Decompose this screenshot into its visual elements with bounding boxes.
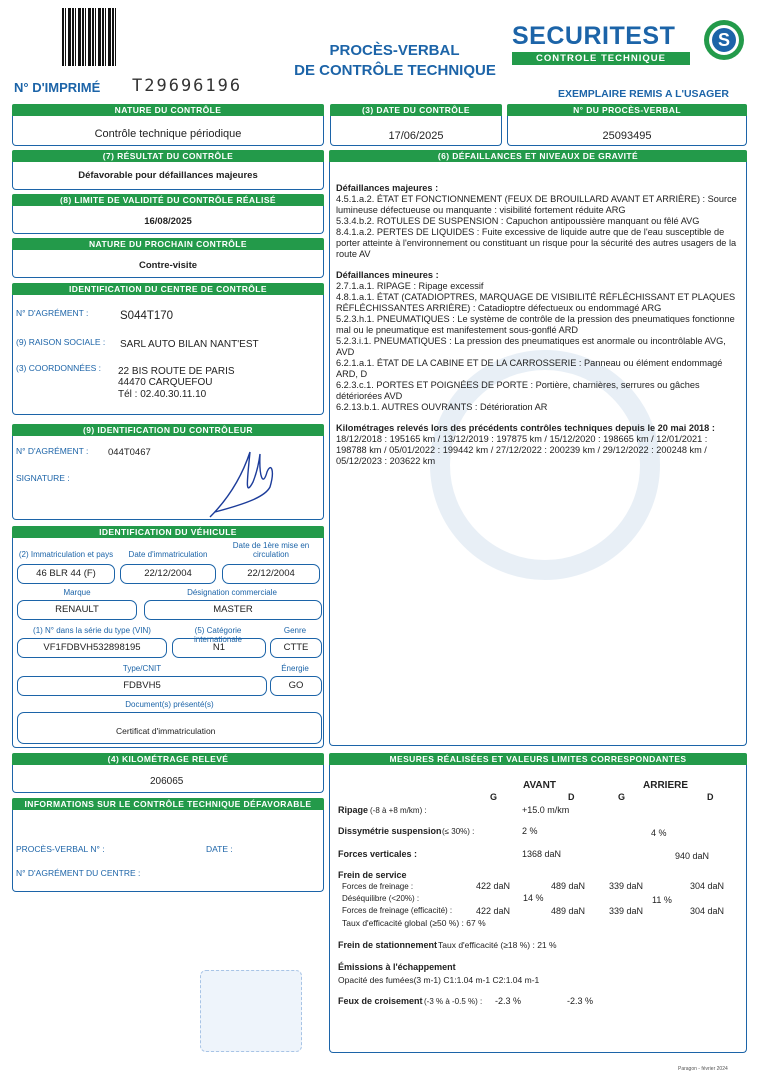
result-heading: (7) RÉSULTAT DU CONTRÔLE — [12, 150, 324, 162]
brand-logo — [512, 22, 752, 70]
centre-agrement-value: S044T170 — [120, 310, 174, 322]
brand-name: SECURITEST — [512, 22, 676, 50]
avant-g: G — [490, 792, 498, 802]
info-date-label: DATE : — [206, 844, 233, 854]
ripage-label: Ripage — [338, 805, 369, 815]
title-line2: DE CONTRÔLE TECHNIQUE — [294, 62, 496, 79]
mineure-item: 2.7.1.a.1. RIPAGE : Ripage excessif — [336, 281, 484, 291]
arriere-g: G — [618, 792, 626, 802]
first-circ-value: 22/12/2004 — [222, 564, 320, 584]
mineures-title: Défaillances mineures : — [336, 270, 439, 280]
avant-d: D — [568, 792, 575, 802]
centre-coord-line3: Tél : 02.40.30.11.10 — [118, 389, 207, 400]
stamp-area — [200, 970, 302, 1052]
km-history-title: Kilométrages relevés lors des précédents contrôles techniques depuis le 20 mai 2018 : — [336, 423, 715, 433]
info-pv-label: PROCÈS-VERBAL N° : — [16, 844, 105, 854]
majeure-item: 5.3.4.b.2. ROTULES DE SUSPENSION : Capuchon antipoussière manquant ou fêlé AVG — [336, 216, 700, 226]
dissym-ar: 4 % — [651, 828, 667, 838]
mineure-item: 6.2.3.c.1. PORTES ET POIGNÉES DE PORTE : Portière, charnières, serrures ou gâches détériorées AVD — [336, 380, 700, 401]
ripage-value: +15.0 m/km — [522, 805, 570, 815]
freinage-av-g: 422 daN — [476, 881, 511, 891]
km-heading: (4) KILOMÉTRAGE RELEVÉ — [12, 753, 324, 765]
controleur-heading: (9) IDENTIFICATION DU CONTRÔLEUR — [12, 424, 324, 436]
pv-heading: N° DU PROCÈS-VERBAL — [507, 104, 747, 116]
docs-value: Certificat d'immatriculation — [116, 726, 216, 736]
centre-coord-line1: 22 BIS ROUTE DE PARIS — [118, 366, 235, 377]
date-heading: (3) DATE DU CONTRÔLE — [330, 104, 502, 116]
efficacite-ar-g: 339 daN — [609, 906, 644, 916]
stationnement-label: Frein de stationnement — [338, 940, 438, 950]
nature-heading: NATURE DU CONTRÔLE — [12, 104, 324, 116]
avant-header: AVANT — [523, 780, 556, 791]
barcode — [62, 8, 117, 66]
info-heading: INFORMATIONS SUR LE CONTRÔLE TECHNIQUE DÉFAVORABLE — [12, 798, 324, 810]
vehicle-heading: IDENTIFICATION DU VÉHICULE — [12, 526, 324, 538]
mineure-item: 6.2.1.a.1. ÉTAT DE LA CABINE ET DE LA CARROSSERIE : Panneau ou élément endommagé ARD, D — [336, 358, 723, 379]
docs-label: Document(s) présenté(s) — [125, 700, 214, 709]
freinage-av-d: 489 daN — [551, 881, 586, 891]
controleur-agrement-label: N° D'AGRÉMENT : — [16, 446, 89, 456]
dissym-av: 2 % — [522, 826, 538, 836]
genre-label: Genre — [283, 626, 307, 635]
desequilibre-label: Déséquilibre (<20%) : — [342, 894, 420, 903]
km-value: 206065 — [150, 776, 184, 787]
ripage-limit: (-8 à +8 m/km) : — [370, 806, 427, 815]
centre-raison-label: (9) RAISON SOCIALE : — [16, 337, 106, 347]
designation-label: Désignation commerciale — [187, 588, 277, 597]
mesures-heading: MESURES RÉALISÉES ET VALEURS LIMITES CORRESPONDANTES — [329, 753, 747, 765]
freinage-label: Forces de freinage : — [342, 882, 414, 891]
efficacite-label: Forces de freinage (efficacité) : — [342, 906, 453, 915]
croisement-d: -2.3 % — [567, 996, 594, 1006]
energie-value: GO — [270, 676, 322, 696]
desequilibre-av: 14 % — [523, 893, 544, 903]
immat-value: 46 BLR 44 (F) — [17, 564, 115, 584]
dissym-label: Dissymétrie suspension — [338, 826, 442, 836]
immat-label: (2) Immatriculation et pays — [18, 550, 114, 559]
opacite: Opacité des fumées(3 m-1) C1:1.04 m-1 C2:1.04 m-1 — [338, 975, 540, 985]
signature-label: SIGNATURE : — [16, 473, 70, 483]
first-circ-label: Date de 1ère mise en circulation — [232, 541, 310, 559]
centre-coord-label: (3) COORDONNÉES : — [16, 363, 102, 373]
mineure-item: 4.8.1.a.1. ÉTAT (CATADIOPTRES, MARQUAGE DE VISIBILITÉ RÉFLÉCHISSANT ET PLAQUES RÉFLÉCHISSANTES ARRIÈRE) : Catadioptre défectueux ou endommagé ARG — [336, 292, 736, 313]
arriere-d: D — [707, 792, 714, 802]
marque-label: Marque — [63, 588, 91, 597]
defaillances-heading: (6) DÉFAILLANCES ET NIVEAUX DE GRAVITÉ — [329, 150, 747, 162]
efficacite-av-g: 422 daN — [476, 906, 511, 916]
energie-label: Énergie — [281, 664, 309, 673]
pv-value: 25093495 — [602, 130, 652, 142]
categorie-value: N1 — [172, 638, 266, 658]
controleur-agrement-value: 044T0467 — [108, 447, 151, 458]
brand-s-icon: S — [704, 20, 744, 60]
majeure-item: 4.5.1.a.2. ÉTAT ET FONCTIONNEMENT (FEUX DE BROUILLARD AVANT ET ARRIÈRE) : Source lumineuse défectueuse ou manquante : visibilité fortement réduite ARG — [336, 194, 737, 215]
title-line1: PROCÈS-VERBAL — [329, 42, 460, 59]
stationnement-value: Taux d'efficacité (≥18 %) : 21 % — [438, 940, 557, 950]
forces-av: 1368 daN — [522, 849, 562, 859]
defaillances-content — [336, 183, 738, 467]
mineure-item: 6.2.13.b.1. AUTRES OUVRANTS : Détérioration AR — [336, 402, 548, 412]
mineure-item: 5.2.3.i.1. PNEUMATIQUES : La pression des pneumatiques est anormale ou incontrôlable AVG, AVD — [336, 336, 726, 357]
footer-note: Paragon - février 2024 — [678, 1066, 728, 1072]
forces-label: Forces verticales : — [338, 849, 418, 859]
centre-agrement-label: N° D'AGRÉMENT : — [16, 308, 89, 318]
frein-title: Frein de service — [338, 870, 407, 880]
signature-drawing — [205, 442, 285, 522]
freinage-ar-g: 339 daN — [609, 881, 644, 891]
centre-raison-value: SARL AUTO BILAN NANT'EST — [120, 339, 259, 350]
majeure-item: 8.4.1.a.2. PERTES DE LIQUIDES : Fuite excessive de liquide autre que de l'eau susceptible de porter atteinte à l'environnement ou constituant un risque pour la sécurité des autres usagers de la route AV — [336, 227, 737, 259]
imprime-label: N° D'IMPRIMÉ — [14, 80, 101, 95]
marque-value: RENAULT — [17, 600, 137, 620]
next-heading: NATURE DU PROCHAIN CONTRÔLE — [12, 238, 324, 250]
type-label: Type/CNIT — [122, 664, 162, 673]
vin-value: VF1FDBVH532898195 — [17, 638, 167, 658]
taux-global: Taux d'efficacité global (≥50 %) : 67 % — [342, 918, 486, 928]
result-value: Défavorable pour défaillances majeures — [78, 170, 258, 181]
efficacite-av-d: 489 daN — [551, 906, 586, 916]
date-immat-value: 22/12/2004 — [120, 564, 216, 584]
efficacite-ar-d: 304 daN — [690, 906, 725, 916]
categorie-label: (5) Catégorie internationale — [193, 626, 243, 644]
genre-value: CTTE — [270, 638, 322, 658]
emissions-title: Émissions à l'échappement — [338, 962, 456, 972]
centre-heading: IDENTIFICATION DU CENTRE DE CONTRÔLE — [12, 283, 324, 295]
km-history: 18/12/2018 : 195165 km / 13/12/2019 : 197875 km / 15/12/2020 : 198665 km / 12/01/2021 : 198788 km / 05/01/2022 : 199442 km / 27/12/2022 : 200239 km / 29/12/2022 : 200248 km / 05/12/2023 : 203622 km — [336, 434, 708, 466]
imprime-number: T29696196 — [132, 76, 243, 96]
vin-label: (1) N° dans la série du type (VIN) — [33, 626, 151, 635]
arriere-header: ARRIERE — [643, 780, 689, 791]
forces-ar: 940 daN — [675, 851, 710, 861]
mineure-item: 5.2.3.h.1. PNEUMATIQUES : Le système de contrôle de la pression des pneumatiques fonctionne mal ou le pneumatique est manifestement sous-gonflé ARD — [336, 314, 735, 335]
croisement-g: -2.3 % — [495, 996, 522, 1006]
centre-coord-line2: 44470 CARQUEFOU — [118, 377, 213, 388]
date-immat-label: Date d'immatriculation — [128, 550, 208, 559]
info-agrement-label: N° D'AGRÉMENT DU CENTRE : — [16, 868, 141, 878]
type-value: FDBVH5 — [17, 676, 267, 696]
copy-note: EXEMPLAIRE REMIS A L'USAGER — [558, 88, 729, 100]
nature-value: Contrôle technique périodique — [94, 128, 242, 140]
brand-subtitle: CONTROLE TECHNIQUE — [512, 52, 690, 65]
next-value: Contre-visite — [138, 260, 198, 271]
croisement-label: Feux de croisement — [338, 996, 423, 1006]
validity-value: 16/08/2025 — [144, 216, 192, 227]
majeures-title: Défaillances majeures : — [336, 183, 439, 193]
freinage-ar-d: 304 daN — [690, 881, 725, 891]
dissym-limit: (≤ 30%) : — [442, 827, 475, 836]
validity-heading: (8) LIMITE DE VALIDITÉ DU CONTRÔLE RÉALISÉ — [12, 194, 324, 206]
desequilibre-ar: 11 % — [652, 895, 672, 905]
croisement-limit: (-3 % à -0.5 %) : — [424, 997, 483, 1006]
date-value: 17/06/2025 — [388, 130, 444, 142]
designation-value: MASTER — [144, 600, 322, 620]
